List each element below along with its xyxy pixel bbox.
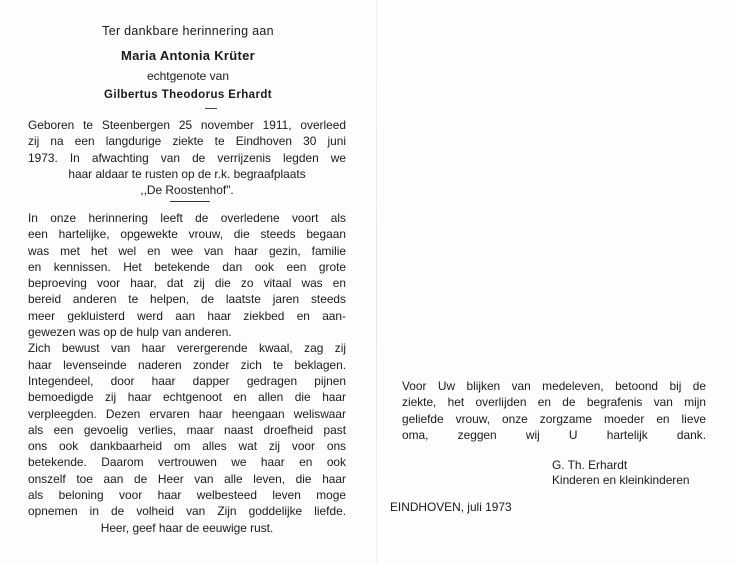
paragraph-line: ziekte, het overlijden en de begrafenis van mijn [402, 395, 706, 410]
paragraph-line: verpleegden. Dezen ervaren haar heengaan weliswaar [28, 406, 346, 421]
paragraph-line: een hartelijke, opgewekte vrouw, die steeds begaan [28, 227, 346, 242]
paragraph-line: ons ook dankbaarheid om alles wat zij voor ons [28, 439, 346, 454]
paragraph-line: als beloning voor haar welbesteed leven moge [28, 488, 346, 503]
paragraph-line: bemoedigde zij haar echtgenoot en allen die haar [28, 390, 346, 405]
paragraph-line: betekende. Daarom vertrouwen we haar en ook [28, 455, 346, 470]
paragraph-line: bereid anderen te helpen, de laatste jaren steeds [28, 292, 346, 307]
paragraph-line: 1973. In afwachting van de verrijzenis legden we [28, 150, 346, 165]
thanks-paragraph [402, 378, 706, 443]
paragraph-line: opnemen in de volheid van Zijn goddelijke liefde. [28, 504, 346, 519]
paragraph-line: zij na een langdurige ziekte te Eindhoven 30 juni [28, 134, 346, 149]
place-date: EINDHOVEN, juli 1973 [390, 500, 512, 514]
spouse-label: echtgenote van [146, 69, 230, 83]
paragraph-line: meer gekluisterd werd aan haar ziekbed en aan- [28, 308, 346, 323]
spouse-name: Gilbertus Theodorus Erhardt [104, 89, 272, 101]
paragraph-line: ,,De Roostenhof". [140, 183, 234, 198]
paragraph-line: onszelf toe aan de Heer van alle leven, die haar [28, 471, 346, 486]
paragraph-line: haar aldaar te rusten op de r.k. begraafplaats [68, 166, 306, 181]
signature-family: Kinderen en kleinkinderen [552, 473, 690, 487]
paragraph-line: Integendeel, door haar dapper gedragen pijnen [28, 373, 346, 388]
paragraph-line: beproeving voor haar, dat zij die zo vitaal was en [28, 276, 346, 291]
birth-death-paragraph [28, 117, 346, 198]
paragraph-line: Geboren te Steenbergen 25 november 1911, overleed [28, 118, 346, 132]
paragraph-line: en kennissen. Het betekende dan ook een grote [28, 259, 346, 274]
paragraph-line: In onze herinnering leeft de overledene voort als [28, 211, 346, 225]
small-divider-mark [205, 108, 217, 109]
deceased-name: Maria Antonia Krüter [120, 48, 256, 63]
right-page [376, 0, 735, 564]
memorial-paragraph [28, 210, 346, 536]
paragraph-line: gewezen was op de hulp van anderen. [28, 325, 232, 340]
section-divider [170, 201, 210, 202]
paragraph-line: als een gevoelig verlies, maar naast droefheid past [28, 422, 346, 437]
paragraph-line: Zich bewust van haar verergerende kwaal, zag zij [28, 341, 346, 356]
paragraph-line: was met het wel en wee van haar gezin, familie [28, 243, 346, 258]
paragraph-line: geliefde vrouw, onze zorgzame moeder en lieve [402, 411, 706, 426]
paragraph-line: Voor Uw blijken van medeleven, betoond bij de [402, 379, 706, 393]
intro-text: Ter dankbare herinnering aan [102, 24, 274, 38]
signature-name: G. Th. Erhardt [552, 458, 628, 472]
closing-prayer: Heer, geef haar de eeuwige rust. [100, 520, 274, 535]
paragraph-line: oma, zeggen wij U hartelijk dank. [402, 427, 706, 442]
paragraph-line: haar levenseinde naderen zonder zich te beklagen. [28, 357, 346, 372]
